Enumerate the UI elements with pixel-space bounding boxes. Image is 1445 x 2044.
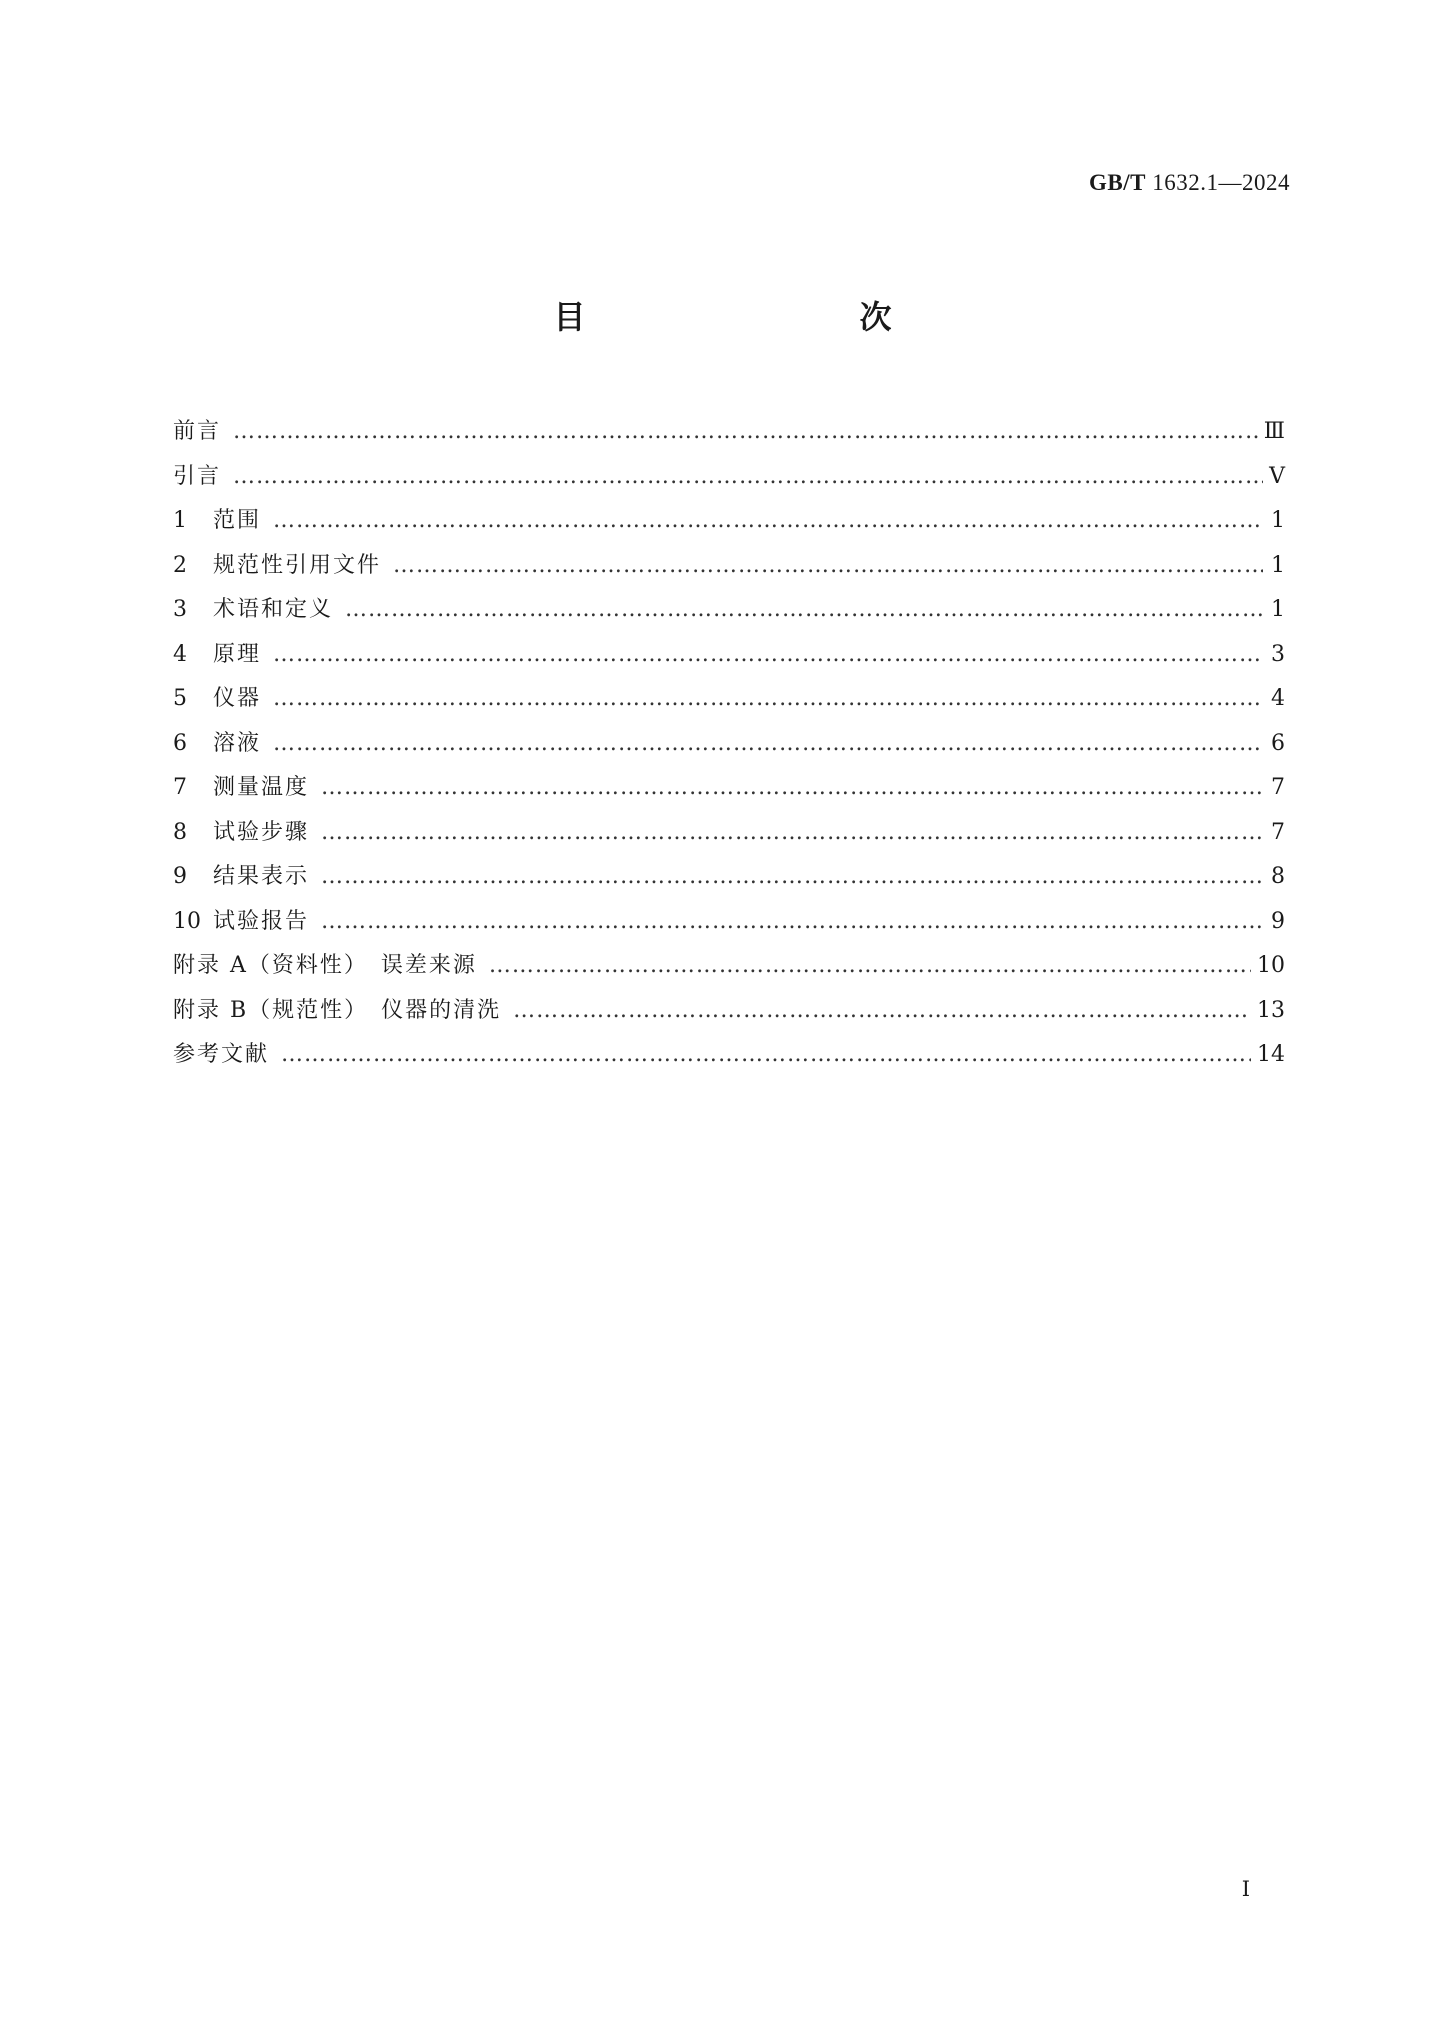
toc-entry-label: 仪器 xyxy=(213,686,262,711)
toc-entry-label: 规范性引用文件 xyxy=(213,552,382,578)
toc-title: 目 次 xyxy=(553,298,962,336)
dot-leader xyxy=(233,455,1263,500)
toc-entry-label: 术语和定义 xyxy=(213,597,334,622)
toc-entry-bibliography[interactable] xyxy=(173,1033,1285,1078)
toc-entry-page: 4 xyxy=(1271,686,1285,711)
dot-leader xyxy=(321,766,1263,811)
toc-entry-scope[interactable] xyxy=(173,499,1285,544)
dot-leader xyxy=(273,633,1263,678)
dot-leader xyxy=(321,811,1263,856)
dot-leader xyxy=(273,499,1263,544)
toc-entry-number: 10 xyxy=(173,908,201,934)
dot-leader xyxy=(281,1033,1251,1078)
toc-entry-label: 附录 A（资料性） 误差来源 xyxy=(173,953,477,978)
toc-entry-page: 3 xyxy=(1271,641,1285,667)
toc-entry-number: 2 xyxy=(173,552,187,578)
toc-entry-page: 1 xyxy=(1271,597,1285,622)
toc-entry-label: 附录 B（规范性） 仪器的清洗 xyxy=(173,997,502,1023)
toc-entry-page: 6 xyxy=(1271,730,1285,756)
toc-entry-number: 1 xyxy=(173,508,187,533)
dot-leader xyxy=(489,944,1251,989)
toc-entry-page: Ⅴ xyxy=(1269,463,1285,489)
toc-entry-number: 6 xyxy=(173,730,187,756)
toc-entry-expression-of-results[interactable] xyxy=(173,855,1285,900)
toc-entry-page: Ⅲ xyxy=(1263,419,1285,444)
toc-entry-label: 测量温度 xyxy=(213,775,310,800)
toc-entry-label: 参考文献 xyxy=(173,1042,270,1067)
standard-code xyxy=(1089,170,1290,196)
page-number: Ⅰ xyxy=(1241,1877,1250,1901)
toc-entry-page: 8 xyxy=(1271,864,1285,889)
toc-entry-page: 13 xyxy=(1257,997,1285,1023)
toc-entry-label: 试验步骤 xyxy=(213,819,310,845)
toc-entry-number: 5 xyxy=(173,686,187,711)
toc-entry-annex-b[interactable] xyxy=(173,989,1285,1034)
toc-entry-foreword[interactable] xyxy=(173,410,1285,455)
toc-entry-page: 9 xyxy=(1271,908,1285,934)
toc-entry-annex-a[interactable] xyxy=(173,944,1285,989)
toc-entry-terms-definitions[interactable] xyxy=(173,588,1285,633)
toc-entry-page: 1 xyxy=(1271,508,1285,533)
toc-entry-label: 试验报告 xyxy=(213,908,310,934)
dot-leader xyxy=(345,588,1263,633)
table-of-contents xyxy=(173,410,1285,1078)
toc-entry-principle[interactable] xyxy=(173,633,1285,678)
dot-leader xyxy=(513,989,1251,1034)
standard-number: 1632.1—2024 xyxy=(1152,170,1290,195)
dot-leader xyxy=(273,722,1263,767)
dot-leader xyxy=(321,900,1263,945)
toc-entry-label: 范围 xyxy=(213,508,262,533)
dot-leader xyxy=(273,677,1263,722)
toc-entry-label: 结果表示 xyxy=(213,864,310,889)
toc-entry-normative-references[interactable] xyxy=(173,544,1285,589)
toc-entry-measurement-temperature[interactable] xyxy=(173,766,1285,811)
toc-entry-page: 7 xyxy=(1271,775,1285,800)
toc-entry-number: 3 xyxy=(173,597,187,622)
standard-prefix: GB/T xyxy=(1089,170,1146,195)
dot-leader xyxy=(393,544,1263,589)
dot-leader xyxy=(321,855,1263,900)
dot-leader xyxy=(233,410,1258,455)
toc-entry-number: 9 xyxy=(173,864,187,889)
toc-entry-number: 8 xyxy=(173,819,187,845)
toc-entry-page: 7 xyxy=(1271,819,1285,845)
toc-entry-label: 引言 xyxy=(173,463,222,489)
toc-entry-solutions[interactable] xyxy=(173,722,1285,767)
toc-entry-test-report[interactable] xyxy=(173,900,1285,945)
toc-entry-test-procedure[interactable] xyxy=(173,811,1285,856)
toc-entry-page: 1 xyxy=(1271,552,1285,578)
toc-entry-introduction[interactable] xyxy=(173,455,1285,500)
toc-entry-number: 7 xyxy=(173,775,187,800)
toc-entry-label: 前言 xyxy=(173,419,222,444)
toc-entry-page: 10 xyxy=(1257,953,1285,978)
toc-entry-label: 原理 xyxy=(213,641,262,667)
toc-entry-label: 溶液 xyxy=(213,730,262,756)
toc-entry-number: 4 xyxy=(173,641,187,667)
toc-entry-apparatus[interactable] xyxy=(173,677,1285,722)
toc-entry-page: 14 xyxy=(1257,1042,1285,1067)
